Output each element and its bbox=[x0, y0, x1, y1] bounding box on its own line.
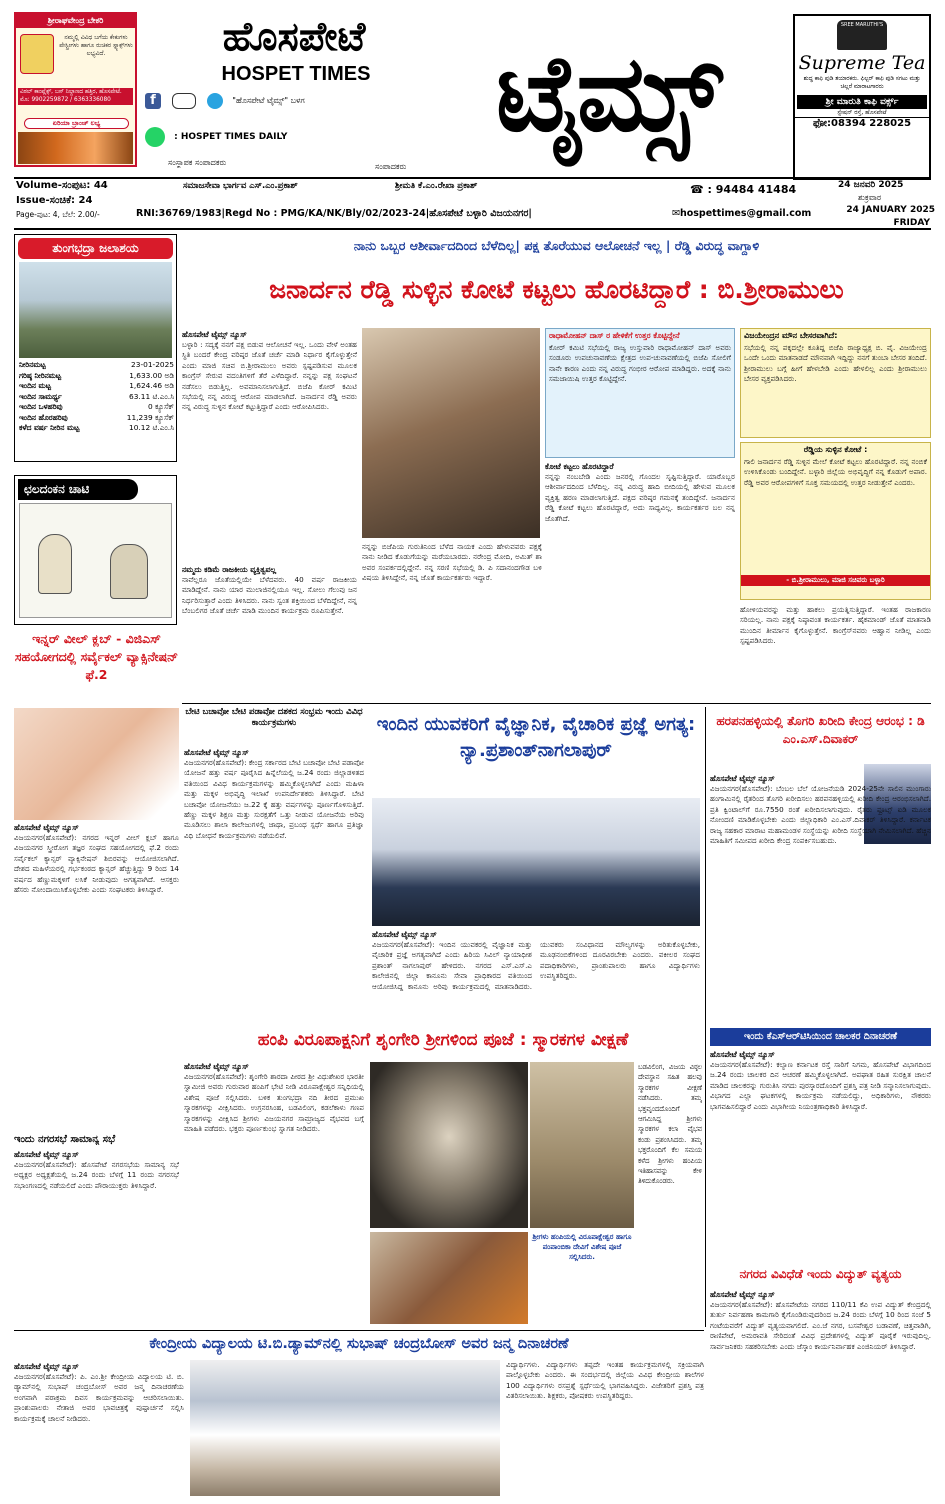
tea-brand: SREE MARUTHI'S bbox=[840, 22, 884, 28]
dam-row-label: ನೀರಿನಮಟ್ಟ bbox=[19, 360, 46, 369]
togari-byline: ಹೊಸಪೇಟೆ ಟೈಮ್ಸ್ ನ್ಯೂಸ್ bbox=[710, 774, 775, 783]
lead-bottom-rule bbox=[182, 703, 931, 704]
date-kn: 24 ಜನವರಿ 2025 bbox=[838, 180, 904, 190]
volume: Volume-ಸಂಪುಟ: 44 bbox=[16, 180, 108, 191]
tea-location: ಸ್ಟೇಷನ್ ರಸ್ತೆ, ಹೊಸಪೇಟೆ bbox=[837, 109, 887, 116]
dam-row-value: 1,633.00 ಅಡಿ bbox=[129, 370, 174, 380]
whatsapp-icon[interactable] bbox=[145, 127, 165, 147]
ad-left-logo bbox=[20, 34, 54, 74]
dam-row-value: 23-01-2025 bbox=[131, 360, 174, 369]
facebook-icon[interactable]: f bbox=[145, 93, 161, 109]
dam-row-label: ಇಂದಿನ ಮಟ್ಟ bbox=[19, 381, 51, 390]
youth-headline: ಇಂದಿನ ಯುವಕರಿಗೆ ವೈಜ್ಞಾನಿಕ, ವೈಚಾರಿಕ ಪ್ರಜ್ಞೆ ಅಗತ್ಯ: ನ್ಯಾ.ಪ್ರಶಾಂತ್‌ನಾಗಲಾಪುರ್ bbox=[376, 714, 696, 761]
dam-row-value: 0 ಕ್ಯೂಸೆಕ್ bbox=[147, 402, 174, 411]
youth-body: ವಿಜಯನಗರ(ಹೊಸಪೇಟೆ): ಇಂದಿನ ಯುವಕರಲ್ಲಿ ವೈಜ್ಞಾನಿಕ ಮತ್ತು ವೈಚಾರಿಕ ಪ್ರಜ್ಞೆ ಅಗತ್ಯವಾಗಿದೆ ಎಂದು ಹಿರಿಯ ಸಿವಿಲ್ ನ್ಯಾಯಾಧೀಶ ಪ್ರಶಾಂತ್ ನಾಗಲಾಪುರ್ ಹೇಳಿದರು. ನಗರದ ಎಸ್.ಎಸ್.ಎ ಕಾಲೇಜಿನಲ್ಲಿ ಜಿಲ್ಲಾ ಕಾನೂನು ಸೇವಾ ಪ್ರಾಧಿಕಾರದ ವತಿಯಿಂದ ಆಯೋಜಿಸಿದ್ದ ಕಾನೂನು ಅರಿವು ಕಾರ್ಯಕ್ರಮದಲ್ಲಿ ಮಾತನಾಡಿದರು. ಯುವಕರು ಸಂವಿಧಾನದ ಮೌಲ್ಯಗಳನ್ನು ಅರಿತುಕೊಳ್ಳಬೇಕು, ಮೂಢನಂಬಿಕೆಗಳಿಂದ ದೂರವಿರಬೇಕು ಎಂದರು. ವಕೀಲರ ಸಂಘದ ಪದಾಧಿಕಾರಿಗಳು, ಪ್ರಾಂಶುಪಾಲರು ಹಾಗೂ ವಿದ್ಯಾರ್ಥಿಗಳು ಉಪಸ್ಥಿತರಿದ್ದರು. bbox=[372, 940, 700, 991]
dam-title: ತುಂಗಭದ್ರಾ ಜಲಾಶಯ bbox=[18, 238, 173, 259]
dam-row bbox=[19, 392, 174, 403]
tea-logo bbox=[837, 20, 887, 50]
togari-body: ವಿಜಯನಗರ(ಹೊಸಪೇಟೆ): ಬೆಂಬಲ ಬೆಲೆ ಯೋಜನೆಯಡಿ 2024-25ನೇ ಸಾಲಿನ ಮುಂಗಾರು ಹಂಗಾಮಿನಲ್ಲಿ ರೈತರಿಂದ ತೊಗರಿ ಖರೀದಿಸಲು ಹರಪನಹಳ್ಳಿಯಲ್ಲಿ ಖರೀದಿ ಕೇಂದ್ರ ಆರಂಭಿಸಲಾಗಿದೆ. ಪ್ರತಿ ಕ್ವಿಂಟಾಲ್‌ಗೆ ರೂ.7550 ರಂತೆ ಖರೀದಿಸಲಾಗುವುದು. ರೈತರು ಫ್ರೂಟ್ಸ್ ಐಡಿ ಮೂಲಕ ನೋಂದಣಿ ಮಾಡಿಕೊಳ್ಳಬೇಕು ಎಂದು ಜಿಲ್ಲಾಧಿಕಾರಿ ಎಂ.ಎಸ್.ದಿವಾಕರ್ ತಿಳಿಸಿದ್ದಾರೆ. ಕರ್ನಾಟಕ ರಾಜ್ಯ ಸಹಕಾರ ಮಾರಾಟ ಮಹಾಮಂಡಳ ಸಂಸ್ಥೆಯನ್ನು ಖರೀದಿ ಸಂಸ್ಥೆಯಾಗಿ ನೇಮಿಸಲಾಗಿದೆ. ಹೆಚ್ಚಿನ ಮಾಹಿತಿಗೆ ಸಮೀಪದ ಖರೀದಿ ಕೇಂದ್ರ ಸಂಪರ್ಕಿಸಬಹುದು. bbox=[710, 784, 931, 846]
dam-row-value: 63.11 ಟಿ.ಎಂ.ಸಿ bbox=[129, 391, 174, 401]
right2-title: ರೆಡ್ಡಿಯ ಸುಳ್ಳಿನ ಕೋಟೆ : bbox=[803, 445, 868, 454]
hampi-body-2: ಬಡವಿಲಿಂಗ, ವಿಜಯ ವಿಠ್ಠಲ ದೇವಸ್ಥಾನ ಸಹಿತ ಹಲವು ಸ್ಮಾರಕಗಳ ವೀಕ್ಷಣೆ ನಡೆಸಿದರು. ತಮ್ಮ ಭಕ್ತವೃಂದದೊಂದಿಗೆ ಆಗಮಿಸಿದ್ದ ಶ್ರೀಗಳು ಸ್ಮಾರಕಗಳ ಕಲಾ ವೈಭವ ಕಂಡು ಪ್ರಶಂಸಿಸಿದರು. ತಮ್ಮ ಭಕ್ತರೊಂದಿಗೆ ಕೆಲ ಸಮಯ ಕಳೆದ ಶ್ರೀಗಳು ಹಂಪಿಯ ಇತಿಹಾಸವನ್ನು ಕೇಳಿ ತಿಳಿದುಕೊಂಡರು. bbox=[638, 1063, 702, 1186]
ad-left-sub: ನಮ್ಮಲ್ಲಿ ವಿವಿಧ ಬಗೆಯ ಕೇಕುಗಳು ಪೇಸ್ಟ್ರೀಗಳು ಹಾಗೂ ರುಚಿಕರ ಸ್ನ್ಯಾಕ್ಸ್‌ಗಳು ಲಭ್ಯವಿದೆ. bbox=[59, 34, 133, 57]
hampi-photo-swamiji bbox=[370, 1232, 528, 1324]
masthead-english-title: HOSPET TIMES bbox=[221, 63, 371, 85]
lead-byline: ಹೊಸಪೇಟೆ ಟೈಮ್ಸ್ ನ್ಯೂಸ್ bbox=[182, 330, 247, 339]
cartoon-box bbox=[14, 475, 177, 625]
sabhe-headline: ಇಂದು ನಗರಸಭೆ ಸಾಮಾನ್ಯ ಸಭೆ bbox=[14, 1134, 116, 1145]
right2-body: ಗಾಲಿ ಜನಾರ್ದನ ರೆಡ್ಡಿ ಸುಳ್ಳಿನ ಮೇಲೆ ಕೋಟೆ ಕಟ್ಟಲು ಹೊರಟಿದ್ದಾರೆ. ನನ್ನ ನಂಬಿಕೆ ಉಳಿಸಿಕೊಂಡು ಬಂದಿದ್ದೇನೆ. ಬಳ್ಳಾರಿ ಜಿಲ್ಲೆಯ ಅಭಿವೃದ್ಧಿಗೆ ನನ್ನ ಕೊಡುಗೆ ಅಪಾರ. ರೆಡ್ಡಿ ಅವರ ಆರೋಪಗಳಿಗೆ ಸೂಕ್ತ ಸಮಯದಲ್ಲಿ ಉತ್ತರ ನೀಡುತ್ತೇನೆ ಎಂದರು. bbox=[744, 457, 927, 487]
right2-box bbox=[740, 442, 931, 600]
dam-row bbox=[19, 423, 174, 434]
side1-body: ಕೋರ್ ಕಮಿಟಿ ಸಭೆಯಲ್ಲಿ ರಾಜ್ಯ ಉಸ್ತುವಾರಿ ರಾಧಾಮೋಹನ್ ದಾಸ್ ಅವರು ಸಂಡೂರು ಉಪಚುನಾವಣೆಯ ಕ್ಷೇತ್ರದ ಉಪ-ಚುನಾವಣೆಯಲ್ಲಿ ಬಿಜೆಪಿ ಸೋಲಿಗೆ ನಾನೇ ಕಾರಣ ಎಂದು ನನ್ನ ವಿರುದ್ಧ ಗಂಭೀರ ಆರೋಪ ಮಾಡಿದ್ದರು. ಅದಕ್ಕೆ ನಾನು ಸಮಜಾಯಿಷಿ ಉತ್ತರ ಕೊಟ್ಟಿದ್ದೇನೆ. bbox=[549, 343, 731, 384]
telegram-icon[interactable] bbox=[207, 93, 223, 109]
lead-body-1b: ನಾವೆಲ್ಲರೂ ಜೊತೆಯಲ್ಲಿಯೇ ಬೆಳೆದವರು. 40 ವರ್ಷ ರಾಜಕೀಯ ಮಾಡಿದ್ದೇನೆ. ನಾನು ಯಾರ ಮುಲಾಜಿನಲ್ಲಿಯೂ ಇಲ್ಲ. ಸೋಲು ಗೆಲುವು ಜನ ನಿರ್ಧರಿಸುತ್ತಾರೆ ಎಂದು ತಿಳಿಸಿದರು. ನಾನು ಸ್ವಂತ ಶಕ್ತಿಯಿಂದ ಬೆಳೆದಿದ್ದೇನೆ, ನನ್ನ ಬೆಂಬಲಿಗರ ಜೊತೆ ಚರ್ಚೆ ಮಾಡಿ ಮುಂದಿನ ಕಾರ್ಯಕ್ರಮ ರೂಪಿಸುತ್ತೇನೆ. bbox=[182, 575, 357, 616]
togari-headline: ಹರಪನಹಳ್ಳಿಯಲ್ಲಿ ತೊಗರಿ ಖರೀದಿ ಕೇಂದ್ರ ಆರಂಭ : ಡಿ ಎಂ.ಎಸ್.ದಿವಾಕರ್ bbox=[716, 714, 925, 746]
email[interactable]: hospettimes@gmail.com bbox=[679, 208, 812, 219]
power-byline: ಹೊಸಪೇಟೆ ಟೈಮ್ಸ್ ನ್ಯೂಸ್ bbox=[710, 1290, 775, 1299]
right1-body: ಸಭೆಯಲ್ಲಿ ನನ್ನ ಪಕ್ಕದಲ್ಲೇ ಕೂತಿದ್ದ ಬಿಜೆಪಿ ರಾಜ್ಯಾಧ್ಯಕ್ಷ ಬಿ. ವೈ. ವಿಜಯೇಂದ್ರ ಒಂದೇ ಒಂದು ಮಾತನಾಡದೆ ಮೌನವಾಗಿ ಇದ್ದಿದ್ದು ನನಗೆ ತುಂಬಾ ಬೇಸರ ತಂದಿದೆ. ಶ್ರೀರಾಮುಲು ಬಗ್ಗೆ ಹೀಗೆ ಹೇಳಬೇಡಿ ಎಂದು ಹೇಳಲಿಲ್ಲ ಎಂದು ಶ್ರೀರಾಮುಲು ಬೇಸರ ವ್ಯಕ್ತಪಡಿಸಿದರು. bbox=[744, 343, 927, 384]
beti-body: ವಿಜಯನಗರ(ಹೊಸಪೇಟೆ): ಕೇಂದ್ರ ಸರ್ಕಾರದ ಬೇಟಿ ಬಚಾವೋ ಬೇಟಿ ಪಡಾವೋ ಯೋಜನೆ ಹತ್ತು ವರ್ಷ ಪೂರೈಸಿದ ಹಿನ್ನೆಲೆಯಲ್ಲಿ ಜ.24 ರಂದು ಜಿಲ್ಲಾಡಳಿತದ ವತಿಯಿಂದ ವಿವಿಧ ಕಾರ್ಯಕ್ರಮಗಳನ್ನು ಹಮ್ಮಿಕೊಳ್ಳಲಾಗಿದೆ ಎಂದು ಮಹಿಳಾ ಮತ್ತು ಮಕ್ಕಳ ಅಭಿವೃದ್ಧಿ ಇಲಾಖೆ ಉಪನಿರ್ದೇಶಕರು ತಿಳಿಸಿದ್ದಾರೆ. ಬೇಟಿ ಬಚಾವೋ ಯೋಜನೆಯು ಜ.22 ಕ್ಕೆ ಹತ್ತು ವರ್ಷಗಳನ್ನು ಪೂರ್ಣಗೊಳಿಸುತ್ತಿದೆ. ಹೆಣ್ಣು ಮಕ್ಕಳ ಶಿಕ್ಷಣ ಮತ್ತು ಸುರಕ್ಷತೆಗೆ ಒತ್ತು ನೀಡುವ ಯೋಜನೆಯ ಅರಿವು ಮೂಡಿಸಲು ಶಾಲಾ ಕಾಲೇಜುಗಳಲ್ಲಿ ಜಾಥಾ, ಪ್ರಬಂಧ ಸ್ಪರ್ಧೆ ಹಾಗೂ ಪ್ರತಿಜ್ಞಾ ವಿಧಿ ಬೋಧನೆ ಕಾರ್ಯಕ್ರಮಗಳು ನಡೆಯಲಿವೆ. bbox=[184, 758, 364, 840]
right3-body: ಹೋಳಿಯವರನ್ನು ಮತ್ತು ಹಾಕಲು ಪ್ರಯತ್ನಿಸುತ್ತಿದ್ದಾರೆ. ಇಂತಹ ರಾಜಕಾರಣ ಸರಿಯಲ್ಲ. ನಾನು ಪಕ್ಷಕ್ಕೆ ನಿಷ್ಠಾವಂತ ಕಾರ್ಯಕರ್ತ. ಹೈಕಮಾಂಡ್ ಜೊತೆ ಮಾತನಾಡಿ ಮುಂದಿನ ತೀರ್ಮಾನ ಕೈಗೊಳ್ಳುತ್ತೇನೆ. ಕಾಂಗ್ರೆಸ್‌ನವರು ಆಹ್ವಾನ ನೀಡಿಲ್ಲ ಎಂದು ಸ್ಪಷ್ಟಪಡಿಸಿದರು. bbox=[740, 605, 931, 646]
lead-side-box bbox=[545, 328, 735, 458]
tea-shop: ಶ್ರೀ ಮಾರುತಿ ಕಾಫಿ ವರ್ಕ್ಸ್ bbox=[797, 95, 927, 109]
dam-row-label: ಇಂದಿನ ಹೊರಹರಿವು bbox=[19, 412, 68, 422]
vaccine-photo bbox=[14, 708, 179, 820]
side2-title: ಕೋಟೆ ಕಟ್ಟಲು ಹೊರಟಿದ್ದಾರೆ bbox=[545, 462, 614, 471]
dam-row bbox=[19, 402, 174, 413]
ad-left-title: ಶ್ರೀರಾಘವೇಂದ್ರ ಬೇಕರಿ bbox=[16, 14, 135, 28]
tea-product: Supreme Tea bbox=[798, 52, 926, 74]
kv-body: ವಿಜಯನಗರ(ಹೊಸಪೇಟೆ): ಪಿ. ಎಂ.ಶ್ರೀ ಕೇಂದ್ರೀಯ ವಿದ್ಯಾಲಯ ಟಿ. ಬಿ. ಡ್ಯಾಮ್‌ನಲ್ಲಿ ಸುಭಾಷ್ ಚಂದ್ರಬೋಸ್ ಅವರ ಜನ್ಮ ದಿನಾಚರಣೆಯ ಅಂಗವಾಗಿ ಪರಾಕ್ರಮ ದಿವಸ ಕಾರ್ಯಕ್ರಮವನ್ನು ಆಚರಿಸಲಾಯಿತು. ಪ್ರಾಂಶುಪಾಲರು ನೇತಾಜಿ ಅವರ ಭಾವಚಿತ್ರಕ್ಕೆ ಪುಷ್ಪಾರ್ಚನೆ ಸಲ್ಲಿಸಿ ಕಾರ್ಯಕ್ರಮಕ್ಕೆ ಚಾಲನೆ ನೀಡಿದರು. bbox=[14, 1372, 184, 1423]
mail-icon: ✉ bbox=[672, 208, 680, 219]
dam-row bbox=[19, 360, 174, 371]
masthead-rule-top bbox=[14, 177, 931, 179]
beti-headline: ಬೇಟಿ ಬಚಾವೋ ಬೇಟಿ ಪಡಾವೋ ದಶಕದ ಸಂಭ್ರಮ ಇಂದು ವಿವಿಧ ಕಾರ್ಯಕ್ರಮಗಳು bbox=[185, 707, 363, 728]
dam-row bbox=[19, 381, 174, 392]
power-body: ವಿಜಯನಗರ(ಹೊಸಪೇಟೆ): ಹೊಸಪೇಟೆಯ ನಗರದ 110/11 ಕೆವಿ ಉಪ ವಿದ್ಯುತ್ ಕೇಂದ್ರದಲ್ಲಿ ತುರ್ತು ನಿರ್ವಹಣಾ ಕಾಮಗಾರಿ ಕೈಗೊಂಡಿರುವುದರಿಂದ ಜ.24 ರಂದು ಬೆಳಗ್ಗೆ 10 ರಿಂದ ಸಂಜೆ 5 ಗಂಟೆಯವರೆಗೆ ವಿದ್ಯುತ್ ವ್ಯತ್ಯಯವಾಗಲಿದೆ. ಎಂ.ಜೆ ನಗರ, ಬಸವೇಶ್ವರ ಬಡಾವಣೆ, ಚಿತ್ತವಾಡಿಗಿ, ರಾಣಿಪೇಟೆ, ಅಮರಾವತಿ ಸೇರಿದಂತೆ ವಿವಿಧ ಪ್ರದೇಶಗಳಲ್ಲಿ ವಿದ್ಯುತ್ ಪೂರೈಕೆ ಇರುವುದಿಲ್ಲ. ಸಾರ್ವಜನಿಕರು ಸಹಕರಿಸಬೇಕು ಎಂದು ಜೆಸ್ಕಾಂ ಕಾರ್ಯನಿರ್ವಾಹಕ ಎಂಜಿನಿಯರ್ ತಿಳಿಸಿದ್ದಾರೆ. bbox=[710, 1300, 931, 1351]
lead-subhead-1: ನಮ್ಮದು ಕಡಿಮೆ ರಾಜಕೀಯ ವ್ಯಕ್ತಿತ್ವವಲ್ಲ bbox=[182, 565, 277, 574]
youth-byline: ಹೊಸಪೇಟೆ ಟೈಮ್ಸ್ ನ್ಯೂಸ್ bbox=[372, 930, 437, 939]
kv-top-rule bbox=[14, 1330, 704, 1331]
dam-photo bbox=[19, 262, 172, 358]
right1-title: ವಿಜಯೇಂದ್ರನ ಮೌನ ಬೇಸರವಾಗಿದೆ: bbox=[744, 331, 838, 340]
email-row[interactable] bbox=[672, 208, 832, 219]
kv-headline: ಕೇಂದ್ರೀಯ ವಿದ್ಯಾಲಯ ಟಿ.ಬಿ.ಡ್ಯಾಮ್‌ನಲ್ಲಿ ಸುಭಾಷ್ ಚಂದ್ರಬೋಸ್ ಅವರ ಜನ್ಮ ದಿನಾಚರಣೆ bbox=[149, 1336, 569, 1352]
cartoon-figure-left bbox=[38, 534, 72, 594]
side1-title: ರಾಧಾಮೋಹನ್ ದಾಸ್ ರ ಹೇಳಿಕೆಗೆ ಉತ್ತರ ಕೊಟ್ಟಿದ್ದೇನೆ bbox=[549, 331, 680, 340]
chalak-body: ವಿಜಯನಗರ(ಹೊಸಪೇಟೆ): ಕಲ್ಯಾಣ ಕರ್ನಾಟಕ ರಸ್ತೆ ಸಾರಿಗೆ ನಿಗಮ, ಹೊಸಪೇಟೆ ವಿಭಾಗದಿಂದ ಜ.24 ರಂದು ಚಾಲಕರ ದಿನ ಆಚರಣೆ ಹಮ್ಮಿಕೊಳ್ಳಲಾಗಿದೆ. ಅಪಘಾತ ರಹಿತ ಸುರಕ್ಷಿತ ಚಾಲನೆ ಮಾಡಿದ ಚಾಲಕರನ್ನು ಗುರುತಿಸಿ ನಗದು ಪುರಸ್ಕಾರದೊಂದಿಗೆ ಪ್ರಶಸ್ತಿ ಪತ್ರ ನೀಡಿ ಸನ್ಮಾನಿಸಲಾಗುವುದು. ವಿಭಾಗದ ಎಲ್ಲಾ ಘಟಕಗಳಲ್ಲಿ ಕಾರ್ಯಕ್ರಮ ನಡೆಯಲಿದ್ದು, ಅಧಿಕಾರಿಗಳು, ನೌಕರರು ಭಾಗವಹಿಸಲಿದ್ದಾರೆ ಎಂದು ವಿಭಾಗೀಯ ನಿಯಂತ್ರಣಾಧಿಕಾರಿ ತಿಳಿಸಿದ್ದಾರೆ. bbox=[710, 1060, 931, 1111]
cartoon-title: ಛಲದಂಕನ ಚಾಟಿ bbox=[18, 479, 138, 500]
col-rule-right bbox=[705, 707, 706, 1327]
ad-left-bakery bbox=[14, 12, 137, 167]
sabhe-body: ವಿಜಯನಗರ(ಹೊಸಪೇಟೆ): ಹೊಸಪೇಟೆ ನಗರಸಭೆಯ ಸಾಮಾನ್ಯ ಸಭೆ ಅಧ್ಯಕ್ಷರ ಅಧ್ಯಕ್ಷತೆಯಲ್ಲಿ ಜ.24 ರಂದು ಬೆಳಗ್ಗೆ 11 ರಂದು ನಗರಸಭೆ ಸಭಾಂಗಣದಲ್ಲಿ ನಡೆಯಲಿದೆ ಎಂದು ಪೌರಾಯುಕ್ತರು ತಿಳಿಸಿದ್ದಾರೆ. bbox=[14, 1160, 179, 1190]
social-row bbox=[145, 90, 435, 114]
masthead-rule-bottom bbox=[14, 228, 931, 230]
founder-label: ಸಂಸ್ಥಾಪಕ ಸಂಪಾದಕರು bbox=[168, 158, 227, 167]
lead-kicker: ನಾನು ಒಬ್ಬರ ಆಶೀರ್ವಾದದಿಂದ ಬೆಳೆದಿಲ್ಲ| ಪಕ್ಷ ತೊರೆಯುವ ಆಲೋಚನೆ ಇಲ್ಲ | ರೆಡ್ಡಿ ವಿರುದ್ಧ ವಾಗ್ದಾಳಿ bbox=[353, 238, 760, 253]
hampi-caption: ಶ್ರೀಗಳು ಹಂಪಿಯಲ್ಲಿ ವಿರೂಪಾಕ್ಷೇಶ್ವರ ಹಾಗೂ ಪಂಪಾಂಬಿಕಾ ದೇವಿಗೆ ವಿಶೇಷ ಪೂಜೆ ಸಲ್ಲಿಸಿದರು. bbox=[532, 1233, 632, 1261]
lead-body-2: ನನ್ನನ್ನು ಬಿಜೆಪಿಯ ಗುರುತಿನಿಂದ ಬೆಳೆದ ನಾಯಕ ಎಂದು ಹೇಳುವವರು ಪಕ್ಷಕ್ಕೆ ನಾನು ನೀಡಿದ ಕೊಡುಗೆಯನ್ನು ಮರೆಯಬಾರದು. ನರೇಂದ್ರ ಮೋದಿ, ಅಮಿತ್ ಶಾ ಅವರ ಸಂಪರ್ಕದಲ್ಲಿದ್ದೇನೆ. ನನ್ನ ಸರಣಿ ಸಭೆಯಲ್ಲಿ ಡಿ. ಪಿ ಸದಾನಂದಗೌಡ ಬಳಿ ವಿಷಯ ತಿಳಿಸಿದ್ದೇನೆ, ನನ್ನ ಜೊತೆ ಕಾರ್ಯಕರ್ತರು ಇದ್ದಾರೆ. bbox=[362, 542, 542, 583]
sabhe-byline: ಹೊಸಪೇಟೆ ಟೈಮ್ಸ್ ನ್ಯೂಸ್ bbox=[14, 1150, 79, 1159]
hospet-times-logo-icon bbox=[172, 93, 196, 109]
editor-label: ಸಂಪಾದಕರು bbox=[375, 162, 407, 171]
pages-price: Page-ಪುಟ: 4, ಬೆಲೆ: 2.00/- bbox=[16, 210, 100, 219]
day-en: FRIDAY bbox=[893, 218, 930, 228]
facebook-group-label: "ಹೊಸಪೇಟೆ ಟೈಮ್ಸ್" ಬಳಗ bbox=[232, 95, 305, 105]
cartoon-drawing bbox=[19, 503, 172, 618]
dam-row bbox=[19, 413, 174, 424]
hampi-photo-idol bbox=[370, 1062, 528, 1228]
chalak-byline: ಹೊಸಪೇಟೆ ಟೈಮ್ಸ್ ನ್ಯೂಸ್ bbox=[710, 1050, 775, 1059]
hampi-byline: ಹೊಸಪೇಟೆ ಟೈಮ್ಸ್ ನ್ಯೂಸ್ bbox=[184, 1062, 249, 1071]
dam-row-label: ಗರಿಷ್ಠ ನೀರಿನಮಟ್ಟ bbox=[19, 370, 62, 380]
kv-photo bbox=[190, 1360, 500, 1496]
whatsapp-row bbox=[145, 126, 425, 150]
right2-sign: - ಬಿ.ಶ್ರೀರಾಮುಲು, ಮಾಜಿ ಸಚಿವರು ಬಳ್ಳಾರಿ bbox=[741, 575, 930, 586]
tea-desc: ಶುದ್ಧ ಕಾಫಿ ಪುಡಿ ತಯಾರಕರು. ಫಿಲ್ಟರ್ ಕಾಫಿ ಪುಡಿ ಸಗಟು ಮತ್ತು ಚಿಲ್ಲರೆ ಮಾರಾಟಗಾರರು bbox=[803, 76, 921, 90]
dam-row-label: ಇಂದಿನ ಸಾಮರ್ಥ್ಯ bbox=[19, 391, 62, 401]
power-headline: ನಗರದ ವಿವಿಧೆಡೆ ಇಂದು ವಿದ್ಯುತ್ ವ್ಯತ್ಯಯ bbox=[739, 1267, 902, 1281]
beti-byline: ಹೊಸಪೇಟೆ ಟೈಮ್ಸ್ ನ್ಯೂಸ್ bbox=[184, 748, 249, 757]
editor-name: ಶ್ರೀಮತಿ ಕೆ.ಎಂ.ರೇಖಾ ಪ್ರಕಾಶ್ bbox=[395, 181, 478, 191]
tea-phone: ಫೋ:08394 228025 bbox=[795, 117, 929, 129]
cartoon-figure-right bbox=[110, 544, 148, 599]
lead-body-1: ಬಳ್ಳಾರಿ : ಸದ್ಯಕ್ಕೆ ನನಗೆ ಪಕ್ಷ ಬಿಡುವ ಆಲೋಚನೆ ಇಲ್ಲ. ಒಂದು ವೇಳೆ ಅಂತಹ ಸ್ಥಿತಿ ಬಂದರೆ ಕೇಂದ್ರ ವರಿಷ್ಠರ ಜೊತೆ ಚರ್ಚೆ ಮಾಡಿ ನಿರ್ಧಾರ ಕೈಗೊಳ್ಳುತ್ತೇನೆ ಎಂದು ಮಾಜಿ ಸಚಿವ ಬಿ.ಶ್ರೀರಾಮುಲು ಅವರು ಸ್ಪಷ್ಟಪಡಿಸುವ ಮೂಲಕ ಕಾಂಗ್ರೆಸ್ ಸೇರುವ ವದಂತಿಗಳಿಗೆ ತೆರೆ ಎಳೆದಿದ್ದಾರೆ. ನನ್ನನ್ನು ಪಕ್ಷ ಸಂಘಟನೆ ನಡೆಸಲು ಬಿಡುತ್ತಿಲ್ಲ. ಅವಮಾನಿಸಲಾಗುತ್ತಿದೆ. ಬಿಜೆಪಿ ಕೋರ್ ಕಮಿಟಿ ಸಭೆಯಲ್ಲಿ ನನ್ನ ವಿರುದ್ಧ ಆರೋಪ ಮಾಡಲಾಗಿದೆ. ಜನಾರ್ದನ ರೆಡ್ಡಿ ಅವರು ನನ್ನ ವಿರುದ್ಧ ಸುಳ್ಳಿನ ಕೋಟೆ ಕಟ್ಟುತ್ತಿದ್ದಾರೆ ಎಂದು ಆರೋಪಿಸಿದರು. bbox=[182, 340, 357, 412]
dam-row-value: 10.12 ಟಿ.ಎಂ.ಸಿ bbox=[129, 423, 174, 432]
ad-left-addr: ವಿಠಲ್ ಕಾಂಪ್ಲೆಕ್ಸ್, ಬಸ್ ನಿಲ್ದಾಣದ ಹತ್ತಿರ, ಹೊಸಪೇಟೆ. ಮೊ: 9902259872 / 6363336080 bbox=[18, 88, 133, 105]
founder-name: ಸಮಾಜಸೇವಾ ಭಾರ್ಗವ ಎಸ್.ಎಂ.ಪ್ರಕಾಶ್ bbox=[183, 181, 298, 191]
masthead-kannada-title: ಹೊಸಪೇಟೆ bbox=[222, 13, 366, 60]
inner-wheel-byline: ಹೊಸಪೇಟೆ ಟೈಮ್ಸ್ ನ್ಯೂಸ್ bbox=[14, 823, 79, 832]
dam-row-value: 11,239 ಕ್ಯೂಸೆಕ್ bbox=[126, 412, 174, 422]
right1-box bbox=[740, 328, 931, 438]
date-en: 24 JANUARY 2025 bbox=[846, 205, 935, 215]
dam-row-label: ಕಳೆದ ವರ್ಷ ನೀರಿನ ಮಟ್ಟ bbox=[19, 423, 80, 432]
phone-number: ☎ : 94484 41484 bbox=[690, 183, 797, 196]
dam-table bbox=[19, 360, 174, 434]
ad-right-tea bbox=[793, 14, 931, 180]
masthead-big-title: ಟೈಮ್ಸ್ bbox=[495, 30, 719, 155]
day-kn: ಶುಕ್ರವಾರ bbox=[858, 193, 882, 202]
issue: Issue-ಸಂಚಿಕೆ: 24 bbox=[16, 195, 93, 206]
kv-byline: ಹೊಸಪೇಟೆ ಟೈಮ್ಸ್ ನ್ಯೂಸ್ bbox=[14, 1362, 79, 1371]
whatsapp-label: : HOSPET TIMES DAILY bbox=[174, 131, 288, 142]
lead-photo-sriramulu bbox=[362, 328, 540, 538]
youth-photo bbox=[372, 798, 700, 926]
hampi-photo-narasimha bbox=[530, 1062, 634, 1228]
hampi-headline: ಹಂಪಿ ವಿರೂಪಾಕ್ಷನಿಗೆ ಶೃಂಗೇರಿ ಶ್ರೀಗಳಿಂದ ಪೂಜೆ : ಸ್ಮಾರಕಗಳ ವೀಕ್ಷಣೆ bbox=[257, 1030, 629, 1050]
kv-body-2: ವಿದ್ಯಾರ್ಥಿಗಳು. ವಿದ್ಯಾರ್ಥಿಗಳು ತಪ್ಪದೇ ಇಂತಹ ಕಾರ್ಯಕ್ರಮಗಳಲ್ಲಿ ಸಕ್ರಿಯವಾಗಿ ಪಾಲ್ಗೊಳ್ಳಬೇಕು ಎಂದರು. ಈ ಸಂದರ್ಭದಲ್ಲಿ ಜಿಲ್ಲೆಯ ವಿವಿಧ ಕೇಂದ್ರೀಯ ಶಾಲೆಗಳ 100 ವಿದ್ಯಾರ್ಥಿಗಳು ರಸಪ್ರಶ್ನೆ ಸ್ಪರ್ಧೆಯಲ್ಲಿ ಭಾಗವಹಿಸಿದ್ದರು. ವಿಜೇತರಿಗೆ ಪ್ರಶಸ್ತಿ ಪತ್ರ ವಿತರಿಸಲಾಯಿತು. ಶಿಕ್ಷಕರು, ಪೋಷಕರು ಉಪಸ್ಥಿತರಿದ್ದರು. bbox=[506, 1360, 704, 1401]
dam-row-label: ಇಂದಿನ ಒಳಹರಿವು bbox=[19, 402, 63, 411]
ad-left-cakes-image bbox=[18, 132, 133, 164]
inner-wheel-headline: ಇನ್ನರ್ ವೀಲ್ ಕ್ಲಬ್ - ವಿಜಿಎಸ್ ಸಹಯೋಗದಲ್ಲಿ ಸರ್ವೈಕಲ್ ವ್ಯಾಕ್ಸಿನೇಷನ್ ಫೆ.2 bbox=[14, 631, 179, 682]
registration-info: RNI:36769/1983|Regd No : PMG/KA/NK/Bly/02/2023-24|ಹೊಸಪೇಟೆ ಬಳ್ಳಾರಿ ವಿಜಯನಗರ| bbox=[136, 208, 532, 219]
dam-row-value: 1,624.46 ಅಡಿ bbox=[129, 381, 174, 390]
chalak-headline: ಇಂದು ಕೆಎಸ್‌ಆರ್‌ಟಿಸಿಯಿಂದ ಚಾಲಕರ ದಿನಾಚರಣೆ bbox=[710, 1028, 931, 1046]
side2-body: ನನ್ನನ್ನು ನಂಬಬೇಡಿ ಎಂದು ಜನರಲ್ಲಿ ಗೊಂದಲ ಸೃಷ್ಟಿಸುತ್ತಿದ್ದಾರೆ. ಯಾರೊಬ್ಬರ ಆಶೀರ್ವಾದದಿಂದ ಬೆಳೆದಿಲ್ಲ. ನನ್ನ ವಿರುದ್ಧ ಹಾದಿ ಬೀದಿಯಲ್ಲಿ ಹೇಳುವ ಮೂಲಕ ವ್ಯಕ್ತಿತ್ವ ಹರಣ ಮಾಡಲಾಗುತ್ತಿದೆ. ಪಕ್ಷದ ವರಿಷ್ಠರ ಗಮನಕ್ಕೆ ತಂದಿದ್ದೇನೆ. ಜನಾರ್ದನ ರೆಡ್ಡಿ ಕೋಟೆ ಕಟ್ಟಲು ಹೊರಟಿದ್ದಾರೆ, ಅದು ಸಾಧ್ಯವಿಲ್ಲ. ಕಾರ್ಯಕರ್ತರ ಬಲ ನನ್ನ ಜೊತೆಗಿದೆ. bbox=[545, 472, 735, 523]
dam-box bbox=[14, 234, 177, 462]
hampi-body: ವಿಜಯನಗರ(ಹೊಸಪೇಟೆ): ಶೃಂಗೇರಿ ಶಾರದಾ ಪೀಠದ ಶ್ರೀ ವಿಧುಶೇಖರ ಭಾರತೀ ಸ್ವಾಮೀಜಿ ಅವರು ಗುರುವಾರ ಹಂಪಿಗೆ ಭೇಟಿ ನೀಡಿ ವಿರೂಪಾಕ್ಷೇಶ್ವರ ಸನ್ನಿಧಿಯಲ್ಲಿ ವಿಶೇಷ ಪೂಜೆ ಸಲ್ಲಿಸಿದರು. ಬಳಿಕ ತುಂಗಭದ್ರಾ ನದಿ ತೀರದ ಪ್ರಮುಖ ಸ್ಮಾರಕಗಳನ್ನು ವೀಕ್ಷಿಸಿದರು. ಉಗ್ರನರಸಿಂಹ, ಬಡವಿಲಿಂಗ, ಕಡಲೆಕಾಳು ಗಣಪ ಸ್ಮಾರಕಗಳನ್ನು ವೀಕ್ಷಿಸಿದ ಶ್ರೀಗಳು ವಿಜಯನಗರ ಸಾಮ್ರಾಜ್ಯದ ವೈಭವದ ಬಗ್ಗೆ ಮಾಹಿತಿ ಪಡೆದರು. ಭಕ್ತರು ಪೂರ್ಣಕುಂಭ ಸ್ವಾಗತ ನೀಡಿದರು. bbox=[184, 1072, 364, 1134]
inner-wheel-body: ವಿಜಯನಗರ(ಹೊಸಪೇಟೆ): ನಗರದ ಇನ್ನರ್ ವೀಲ್ ಕ್ಲಬ್ ಹಾಗೂ ವಿಜಯನಗರ ಸ್ತ್ರೀರೋಗ ತಜ್ಞರ ಸಂಘದ ಸಹಯೋಗದಲ್ಲಿ ಫೆ.2 ರಂದು ಸರ್ವೈಕಲ್ ಕ್ಯಾನ್ಸರ್ ವ್ಯಾಕ್ಸಿನೇಷನ್ ಶಿಬಿರವನ್ನು ಆಯೋಜಿಸಲಾಗಿದೆ. ದೇಶದ ಮಹಿಳೆಯರಲ್ಲಿ ಗರ್ಭಕಂಠದ ಕ್ಯಾನ್ಸರ್ ಹೆಚ್ಚುತ್ತಿದ್ದು 9 ರಿಂದ 14 ವರ್ಷದ ಹೆಣ್ಣುಮಕ್ಕಳಿಗೆ ಲಸಿಕೆ ನೀಡುವುದು ಅಗತ್ಯವಾಗಿದೆ. ಆಸಕ್ತರು ಹೆಸರು ನೋಂದಾಯಿಸಿಕೊಳ್ಳಬೇಕು ಎಂದು ಸಂಘಟಕರು ತಿಳಿಸಿದ್ದಾರೆ. bbox=[14, 833, 179, 895]
dam-row bbox=[19, 371, 174, 382]
lead-headline: ಜನಾರ್ದನ ರೆಡ್ಡಿ ಸುಳ್ಳಿನ ಕೋಟೆ ಕಟ್ಟಲು ಹೊರಟಿದ್ದಾರೆ : ಬಿ.ಶ್ರೀರಾಮುಲು bbox=[269, 275, 844, 304]
ad-left-brand: ಏರಿಯಾ ಬ್ರಾಂಚ್ ಲಭ್ಯ bbox=[24, 118, 129, 129]
